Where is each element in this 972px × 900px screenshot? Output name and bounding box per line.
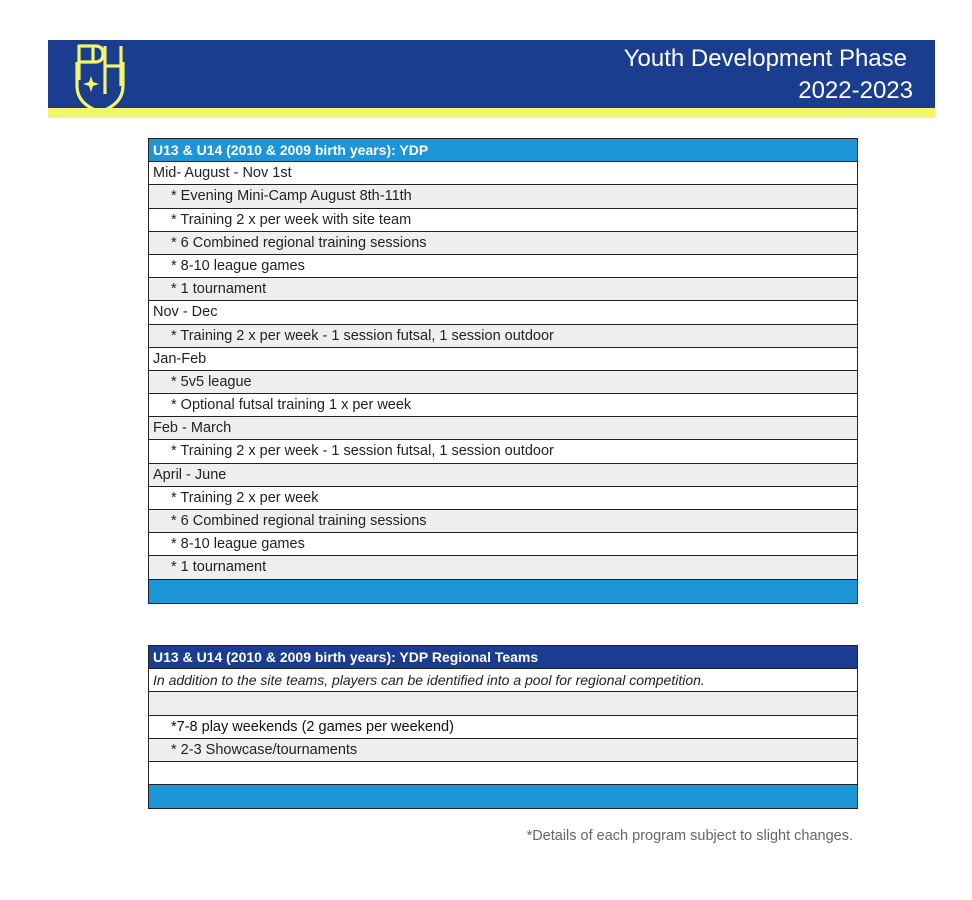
table-footer-bar [149,785,857,808]
page-subtitle-year: 2022-2023 [798,77,913,104]
period-row: Jan-Feb [149,348,857,371]
regional-teams-table [148,645,858,809]
ydp-schedule-table [148,138,858,604]
schedule-item-row: * 6 Combined regional training sessions [149,510,857,533]
schedule-item-row: * Training 2 x per week - 1 session futsal, 1 session outdoor [149,325,857,348]
period-row: Nov - Dec [149,301,857,324]
ph-crest-logo-icon [73,42,127,114]
empty-row [149,762,857,785]
schedule-item-row: * Training 2 x per week [149,487,857,510]
period-row: Feb - March [149,417,857,440]
schedule-item-row: * 1 tournament [149,278,857,301]
regional-item-row: * 2-3 Showcase/tournaments [149,739,857,762]
page-title: Youth Development Phase [623,45,907,72]
ydp-table-header: U13 & U14 (2010 & 2009 birth years): YDP [149,139,857,162]
regional-table-header: U13 & U14 (2010 & 2009 birth years): YDP Regional Teams [149,646,857,669]
schedule-item-row: * Training 2 x per week with site team [149,209,857,232]
period-row: April - June [149,464,857,487]
schedule-item-row: * 1 tournament [149,556,857,579]
schedule-item-row: * 5v5 league [149,371,857,394]
header-banner [48,40,935,108]
schedule-item-row: * Optional futsal training 1 x per week [149,394,857,417]
footnote: *Details of each program subject to slight changes. [526,828,853,844]
schedule-item-row: * 8-10 league games [149,255,857,278]
table-footer-bar [149,580,857,603]
schedule-item-row: * 8-10 league games [149,533,857,556]
regional-intro-text: In addition to the site teams, players can be identified into a pool for regional competition. [149,669,857,692]
empty-row [149,692,857,715]
schedule-item-row: * Evening Mini-Camp August 8th-11th [149,185,857,208]
header-accent-stripe [48,108,935,118]
schedule-item-row: * 6 Combined regional training sessions [149,232,857,255]
schedule-item-row: * Training 2 x per week - 1 session futsal, 1 session outdoor [149,440,857,463]
period-row: Mid- August - Nov 1st [149,162,857,185]
regional-item-row: *7-8 play weekends (2 games per weekend) [149,716,857,739]
